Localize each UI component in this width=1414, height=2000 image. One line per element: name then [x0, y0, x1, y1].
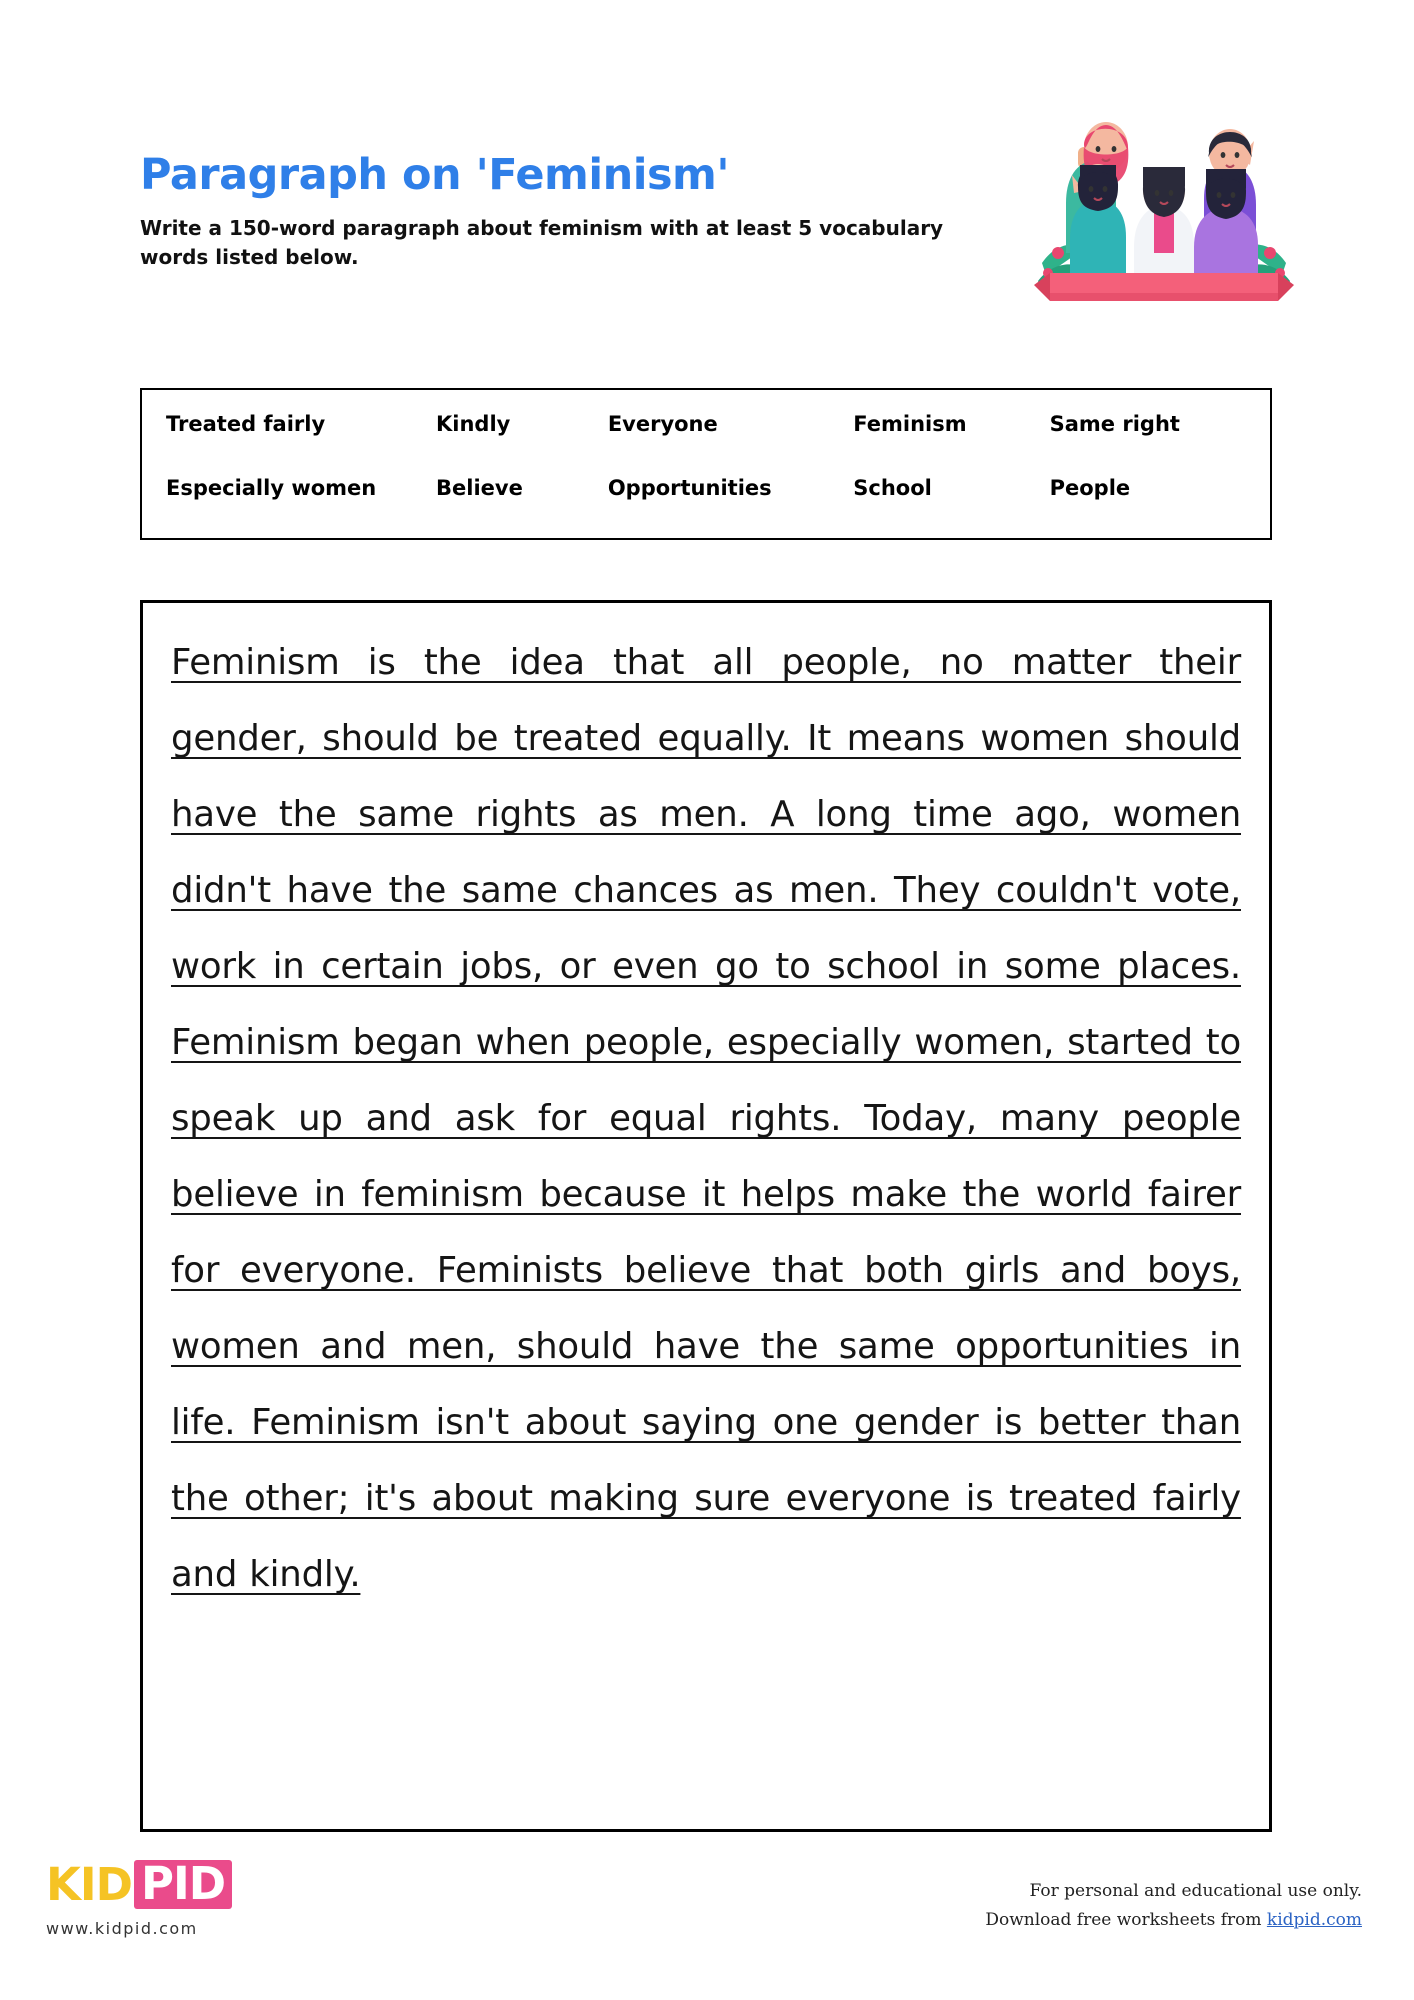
vocabulary-word: Feminism	[853, 412, 967, 436]
vocabulary-word: Treated fairly	[166, 412, 326, 436]
vocabulary-word: Believe	[436, 476, 523, 500]
vocabulary-word: School	[853, 476, 932, 500]
group-of-women-illustration	[1024, 95, 1304, 315]
woman-white-coat	[1134, 167, 1194, 285]
vocabulary-word: Everyone	[607, 412, 718, 436]
footer-notice-line-2	[985, 1906, 1362, 1936]
logo-text-kid: KID	[46, 1858, 132, 1911]
vocabulary-word: Same right	[1049, 412, 1180, 436]
logo-wordmark	[46, 1857, 276, 1911]
vocabulary-word: People	[1049, 476, 1131, 500]
footer-notice-prefix: Download free worksheets from	[985, 1910, 1267, 1931]
vocabulary-word: Opportunities	[607, 476, 772, 500]
kidpid-link[interactable]: kidpid.com	[1266, 1910, 1362, 1931]
answer-box[interactable]	[140, 600, 1272, 1832]
worksheet-instructions: Write a 150-word paragraph about feminism with at least 5 vocabulary words listed below.	[140, 216, 944, 269]
worksheet-header	[140, 150, 1020, 272]
vocabulary-word: Kindly	[436, 412, 511, 436]
page-title: Paragraph on 'Feminism'	[140, 150, 730, 200]
kidpid-logo[interactable]	[46, 1857, 276, 1938]
answer-paragraph: Feminism is the idea that all people, no matter their gender, should be treated equally. It means women should have the same rights as men. A long time ago, women didn't have the same chances as men. They couldn't vote, work in certain jobs, or even go to school in some places. Feminism began when people, especially women, started to speak up and ask for equal rights. Today, many people believe in feminism because it helps make the world fairer for everyone. Feminists believe that both girls and boys, women and men, should have the same opportunities in life. Feminism isn't about saying one gender is better than the other; it's about making sure everyone is treated fairly and kindly.	[171, 642, 1241, 1595]
footer-notice-line-1: For personal and educational use only.	[1029, 1880, 1362, 1901]
vocabulary-row	[166, 412, 1246, 476]
vocabulary-word: Especially women	[166, 476, 377, 500]
logo-text-pid: PID	[134, 1860, 232, 1909]
vocabulary-box	[140, 388, 1272, 540]
vocabulary-row	[166, 476, 1246, 540]
woman-peace-sign	[1070, 164, 1126, 281]
footer-notice	[985, 1877, 1362, 1937]
banner-ribbon	[1034, 273, 1294, 301]
logo-website-url: www.kidpid.com	[46, 1919, 198, 1938]
